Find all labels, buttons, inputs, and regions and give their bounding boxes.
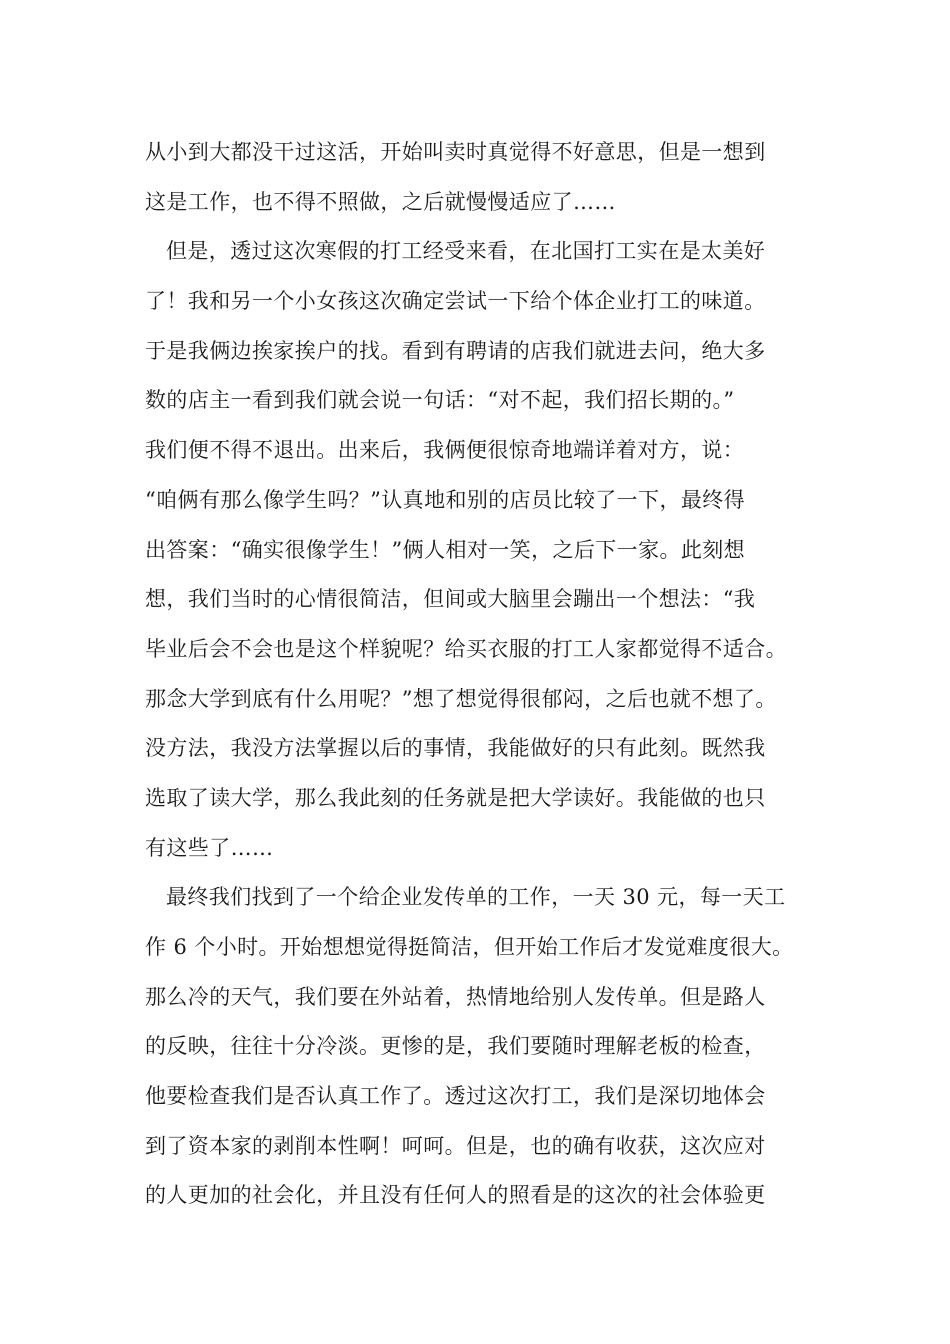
text-line: 没方法，我没方法掌握以后的事情，我能做好的只有此刻。既然我	[145, 736, 766, 761]
text-line: 作 6 个小时。开始想想觉得挺简洁，但开始工作后才发觉难度很大。	[145, 935, 794, 959]
paragraph-start-line: 但是，透过这次寒假的打工经受来看，在北国打工实在是太美好	[166, 239, 766, 264]
text-line: 了！我和另一个小女孩这次确定尝试一下给个体企业打工的味道。	[145, 289, 766, 314]
text-line: 出答案：“确实很像学生！”俩人相对一笑，之后下一家。此刻想	[145, 537, 746, 562]
text-line: 那念大学到底有什么用呢？”想了想觉得很郁闷，之后也就不想了。	[145, 686, 777, 711]
text-line: 想，我们当时的心情很简洁，但间或大脑里会蹦出一个想法：“我	[145, 587, 756, 612]
text-line: 有这些了……	[145, 835, 274, 860]
text-line: 我们便不得不退出。出来后，我俩便很惊奇地端详着对方，说：	[145, 438, 745, 463]
text-line: 的人更加的社会化，并且没有任何人的照看是的这次的社会体验更	[145, 1183, 766, 1208]
body-text	[145, 128, 825, 1221]
paragraph-start-line: 最终我们找到了一个给企业发传单的工作，一天 30 元，每一天工	[166, 885, 786, 910]
text-line: 于是我俩边挨家挨户的找。看到有聘请的店我们就进去问，绝大多	[145, 338, 766, 363]
text-line: 这是工作，也不得不照做，之后就慢慢适应了……	[145, 189, 616, 214]
text-line: “咱俩有那么像学生吗？”认真地和别的店员比较了一下，最终得	[145, 487, 746, 512]
text-line: 的反映，往往十分冷淡。更惨的是，我们要随时理解老板的检查，	[145, 1034, 766, 1059]
text-line: 他要检查我们是否认真工作了。透过这次打工，我们是深切地体会	[145, 1084, 766, 1109]
text-line: 数的店主一看到我们就会说一句话：“对不起，我们招长期的。”	[145, 388, 735, 413]
text-line: 从小到大都没干过这活，开始叫卖时真觉得不好意思，但是一想到	[145, 140, 766, 164]
text-line: 选取了读大学，那么我此刻的任务就是把大学读好。我能做的也只	[145, 785, 766, 810]
text-line: 到了资本家的剥削本性啊！呵呵。但是，也的确有收获，这次应对	[145, 1133, 766, 1158]
text-line: 毕业后会不会也是这个样貌呢？给买衣服的打工人家都觉得不适合。	[145, 636, 787, 661]
text-line: 那么冷的天气，我们要在外站着，热情地给别人发传单。但是路人	[145, 984, 766, 1009]
